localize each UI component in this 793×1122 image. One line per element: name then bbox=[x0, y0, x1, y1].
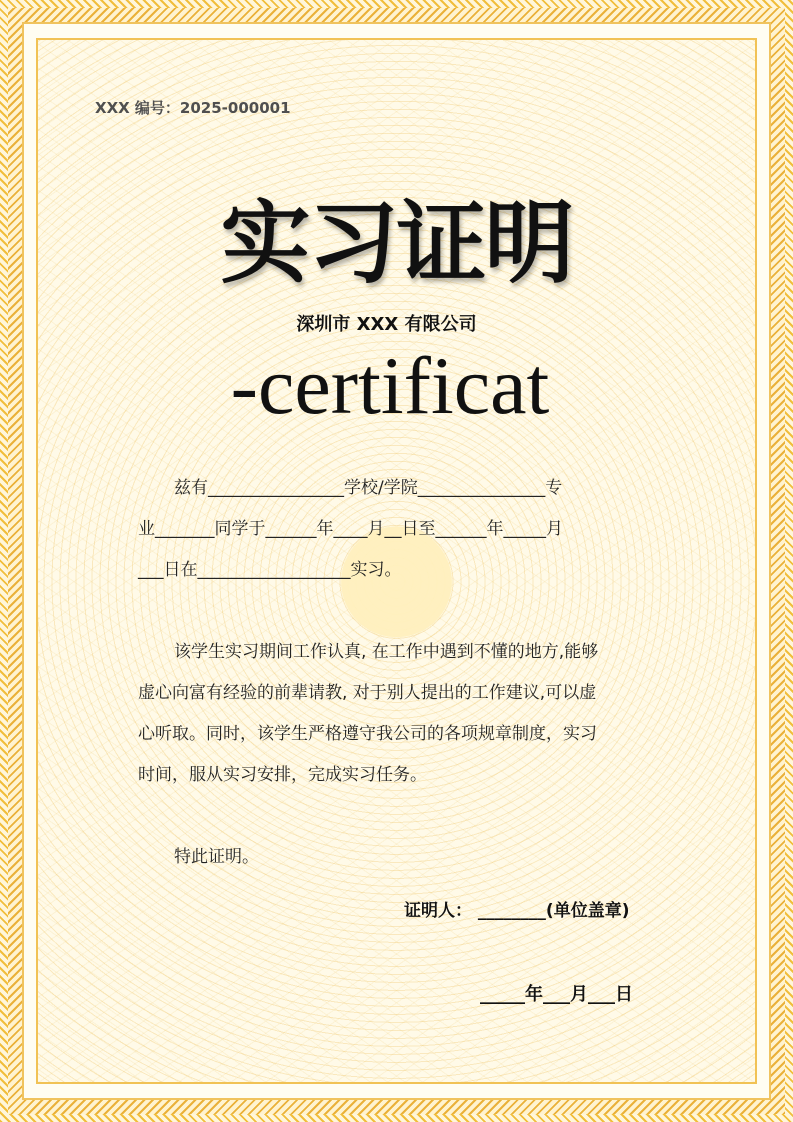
body-line: 虚心向富有经验的前辈请教, 对于别人提出的工作建议,可以虚 bbox=[138, 683, 597, 703]
certificate-body bbox=[138, 468, 648, 878]
closing-text: 特此证明。 bbox=[174, 847, 259, 867]
body-line: 业_______同学于______年____月__日至______年_____月 bbox=[138, 519, 563, 539]
paragraph-gap bbox=[138, 591, 648, 632]
company-name: 深圳市 XXX 有限公司 bbox=[296, 314, 477, 335]
serial-number: XXX 编号：2025-000001 bbox=[95, 99, 291, 117]
paragraph-gap bbox=[138, 796, 648, 837]
body-line: 该学生实习期间工作认真, 在工作中遇到不懂的地方,能够 bbox=[174, 642, 599, 662]
english-title: -certificat bbox=[230, 340, 550, 431]
body-line: 时间，服从实习安排，完成实习任务。 bbox=[138, 765, 427, 785]
body-line: 兹有________________学校/学院_______________专 bbox=[174, 478, 563, 498]
date-line: _____年___月___日 bbox=[480, 984, 633, 1005]
certificate-title: 实习证明 bbox=[220, 191, 573, 296]
body-line: 心听取。同时，该学生严格遵守我公司的各项规章制度，实习 bbox=[138, 724, 597, 744]
certifier-line: 证明人： ________(单位盖章) bbox=[404, 901, 630, 921]
body-line: ___日在__________________实习。 bbox=[138, 560, 402, 580]
